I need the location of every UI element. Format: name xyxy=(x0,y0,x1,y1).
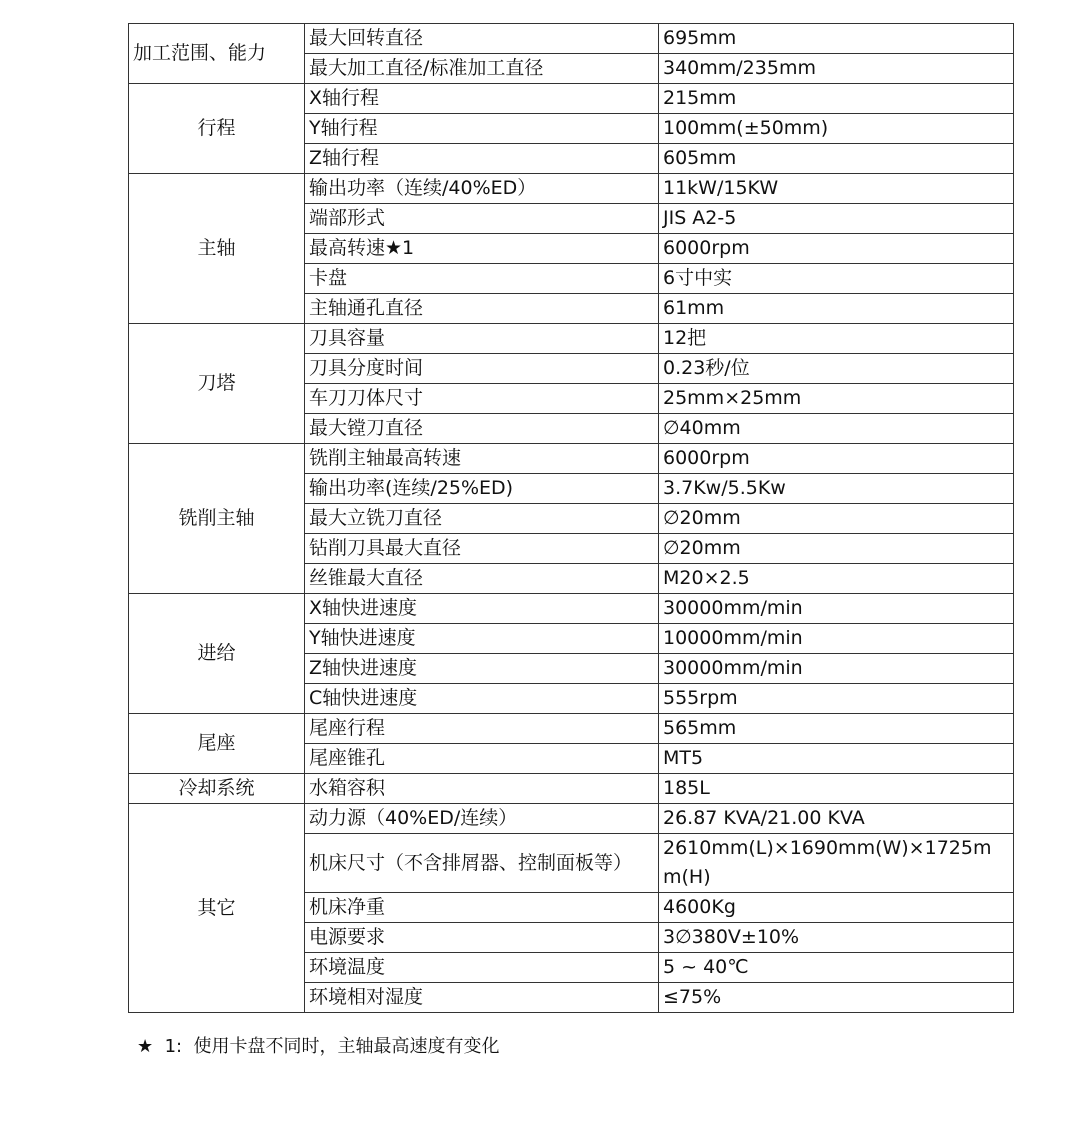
item-cell: 尾座锥孔 xyxy=(305,744,659,774)
item-cell: 机床净重 xyxy=(305,893,659,923)
category-cell: 主轴 xyxy=(129,174,305,324)
value-cell: M20×2.5 xyxy=(659,564,1014,594)
item-cell: 最大回转直径 xyxy=(305,24,659,54)
category-cell: 刀塔 xyxy=(129,324,305,444)
category-cell: 铣削主轴 xyxy=(129,444,305,594)
item-cell: 电源要求 xyxy=(305,923,659,953)
item-cell: 最大加工直径/标准加工直径 xyxy=(305,54,659,84)
value-cell: 30000mm/min xyxy=(659,594,1014,624)
category-cell: 其它 xyxy=(129,804,305,1013)
item-cell: 刀具容量 xyxy=(305,324,659,354)
category-cell: 尾座 xyxy=(129,714,305,774)
item-cell: 端部形式 xyxy=(305,204,659,234)
value-cell: 2610mm(L)×1690mm(W)×1725mm(H) xyxy=(659,834,1014,893)
table-row xyxy=(129,594,1014,624)
item-cell: C轴快进速度 xyxy=(305,684,659,714)
item-cell: 水箱容积 xyxy=(305,774,659,804)
item-cell: 丝锥最大直径 xyxy=(305,564,659,594)
item-cell: 环境温度 xyxy=(305,953,659,983)
value-cell: 30000mm/min xyxy=(659,654,1014,684)
value-cell: 26.87 KVA/21.00 KVA xyxy=(659,804,1014,834)
table-row xyxy=(129,714,1014,744)
category-cell: 冷却系统 xyxy=(129,774,305,804)
item-cell: Y轴快进速度 xyxy=(305,624,659,654)
value-cell: ∅40mm xyxy=(659,414,1014,444)
value-cell: ≤75% xyxy=(659,983,1014,1013)
item-cell: 输出功率（连续/40%ED） xyxy=(305,174,659,204)
value-cell: 340mm/235mm xyxy=(659,54,1014,84)
table-row xyxy=(129,174,1014,204)
item-cell: X轴快进速度 xyxy=(305,594,659,624)
value-cell: 100mm(±50mm) xyxy=(659,114,1014,144)
value-cell: 3∅380V±10% xyxy=(659,923,1014,953)
value-cell: 215mm xyxy=(659,84,1014,114)
category-cell: 加工范围、能力 xyxy=(129,24,305,84)
value-cell: 5 ~ 40℃ xyxy=(659,953,1014,983)
value-cell: 6000rpm xyxy=(659,234,1014,264)
spec-table-body xyxy=(129,24,1014,1013)
item-cell: 卡盘 xyxy=(305,264,659,294)
table-row xyxy=(129,804,1014,834)
item-cell: 最高转速★1 xyxy=(305,234,659,264)
item-cell: Y轴行程 xyxy=(305,114,659,144)
item-cell: Z轴行程 xyxy=(305,144,659,174)
item-cell: 最大立铣刀直径 xyxy=(305,504,659,534)
item-cell: 钻削刀具最大直径 xyxy=(305,534,659,564)
table-row xyxy=(129,774,1014,804)
value-cell: ∅20mm xyxy=(659,504,1014,534)
category-cell: 进给 xyxy=(129,594,305,714)
item-cell: 铣削主轴最高转速 xyxy=(305,444,659,474)
table-row xyxy=(129,84,1014,114)
table-row xyxy=(129,324,1014,354)
category-cell: 行程 xyxy=(129,84,305,174)
spec-table xyxy=(128,23,1014,1013)
table-row xyxy=(129,444,1014,474)
value-cell: 6000rpm xyxy=(659,444,1014,474)
value-cell: JIS A2-5 xyxy=(659,204,1014,234)
value-cell: 565mm xyxy=(659,714,1014,744)
table-row xyxy=(129,24,1014,54)
footnote: ★ 1: 使用卡盘不同时，主轴最高速度有变化 xyxy=(137,1036,500,1057)
value-cell: MT5 xyxy=(659,744,1014,774)
value-cell: 695mm xyxy=(659,24,1014,54)
item-cell: 主轴通孔直径 xyxy=(305,294,659,324)
item-cell: Z轴快进速度 xyxy=(305,654,659,684)
item-cell: 机床尺寸（不含排屑器、控制面板等） xyxy=(305,834,659,893)
item-cell: 最大镗刀直径 xyxy=(305,414,659,444)
value-cell: ∅20mm xyxy=(659,534,1014,564)
item-cell: 刀具分度时间 xyxy=(305,354,659,384)
value-cell: 605mm xyxy=(659,144,1014,174)
value-cell: 25mm×25mm xyxy=(659,384,1014,414)
item-cell: 环境相对湿度 xyxy=(305,983,659,1013)
value-cell: 0.23秒/位 xyxy=(659,354,1014,384)
item-cell: 尾座行程 xyxy=(305,714,659,744)
item-cell: 动力源（40%ED/连续） xyxy=(305,804,659,834)
value-cell: 61mm xyxy=(659,294,1014,324)
value-cell: 6寸中实 xyxy=(659,264,1014,294)
value-cell: 12把 xyxy=(659,324,1014,354)
value-cell: 10000mm/min xyxy=(659,624,1014,654)
value-cell: 185L xyxy=(659,774,1014,804)
value-cell: 4600Kg xyxy=(659,893,1014,923)
item-cell: X轴行程 xyxy=(305,84,659,114)
item-cell: 输出功率(连续/25%ED) xyxy=(305,474,659,504)
value-cell: 3.7Kw/5.5Kw xyxy=(659,474,1014,504)
value-cell: 11kW/15KW xyxy=(659,174,1014,204)
item-cell: 车刀刀体尺寸 xyxy=(305,384,659,414)
value-cell: 555rpm xyxy=(659,684,1014,714)
